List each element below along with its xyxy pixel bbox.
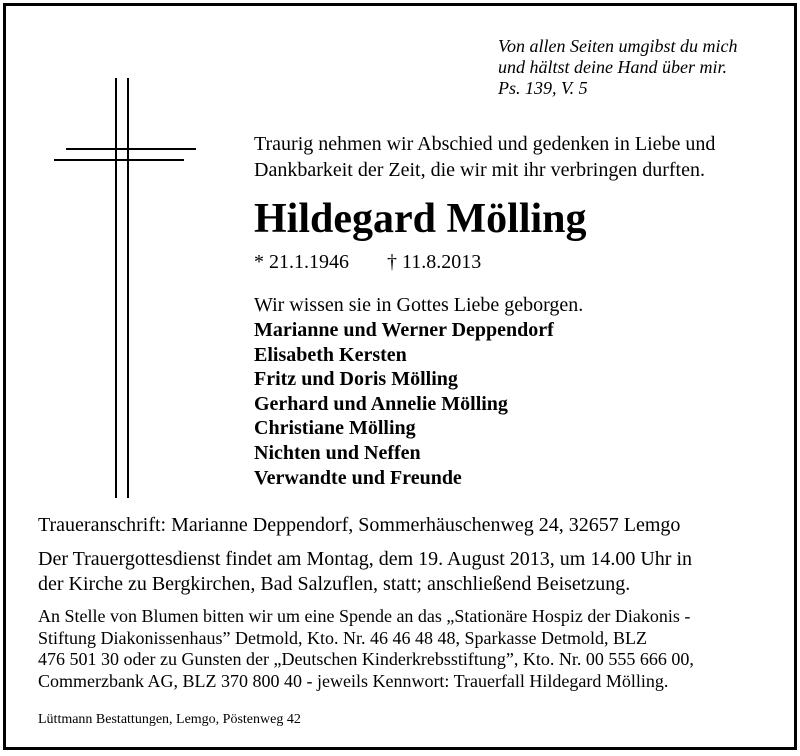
funeral-service-info	[38, 547, 692, 597]
faith-statement: Wir wissen sie in Gottes Liebe geborgen.	[254, 294, 584, 316]
undertaker-info: Lüttmann Bestattungen, Lemgo, Pöstenweg 42	[38, 712, 301, 727]
mourning-address: Traueranschrift: Marianne Deppendorf, Sommerhäuschenweg 24, 32657 Lemgo	[38, 514, 681, 536]
cross-vertical-bar	[127, 78, 129, 498]
deceased-name: Hildegard Mölling	[254, 196, 587, 242]
obituary-notice	[3, 3, 797, 750]
cross-horizontal-bar	[66, 148, 196, 150]
donation-line: Commerzbank AG, BLZ 370 800 40 - jeweils Kennwort: Trauerfall Hildegard Mölling.	[38, 670, 669, 691]
verse-reference: Ps. 139, V. 5	[498, 78, 588, 98]
mourner-name: Gerhard und Annelie Mölling	[254, 392, 508, 415]
mourner-name: Elisabeth Kersten	[254, 343, 407, 366]
mourner-name: Nichten und Neffen	[254, 441, 421, 464]
donation-line: An Stelle von Blumen bitten wir um eine Spende an das „Stationäre Hospiz der Diakonis -	[38, 606, 691, 626]
intro-line: Traurig nehmen wir Abschied und gedenken in Liebe und	[254, 133, 716, 155]
bible-verse	[498, 36, 737, 99]
service-line: der Kirche zu Bergkirchen, Bad Salzuflen, statt; anschließend Beisetzung.	[38, 573, 631, 595]
verse-line: und hältst deine Hand über mir.	[498, 57, 727, 77]
cross-horizontal-bar	[54, 159, 184, 161]
birth-date: * 21.1.1946	[254, 251, 349, 273]
donation-request	[38, 606, 694, 692]
intro-text	[254, 131, 715, 183]
life-dates	[254, 250, 481, 274]
verse-line: Von allen Seiten umgibst du mich	[498, 36, 738, 56]
mourner-name: Marianne und Werner Deppendorf	[254, 319, 554, 341]
mourner-name: Verwandte und Freunde	[254, 466, 462, 489]
mourners-list	[254, 318, 554, 490]
service-line: Der Trauergottesdienst findet am Montag, dem 19. August 2013, um 14.00 Uhr in	[38, 548, 693, 570]
mourner-name: Fritz und Doris Mölling	[254, 368, 458, 391]
donation-line: Stiftung Diakonissenhaus” Detmold, Kto. Nr. 46 46 48 48, Sparkasse Detmold, BLZ	[38, 627, 647, 648]
cross-icon	[54, 78, 199, 498]
mourner-name: Christiane Mölling	[254, 417, 416, 440]
intro-line: Dankbarkeit der Zeit, die wir mit ihr verbringen durften.	[254, 159, 705, 181]
death-date: † 11.8.2013	[387, 251, 482, 273]
donation-line: 476 501 30 oder zu Gunsten der „Deutschen Kinderkrebsstiftung”, Kto. Nr. 00 555 666 00,	[38, 649, 694, 669]
cross-vertical-bar	[115, 78, 117, 498]
